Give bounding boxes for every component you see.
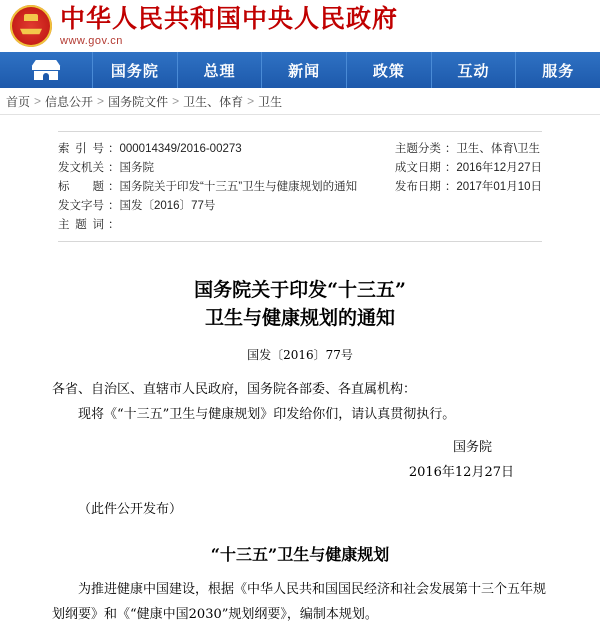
keywords-label: 主 题 词 bbox=[58, 219, 104, 231]
national-emblem-icon bbox=[10, 5, 52, 47]
body-paragraph: 现将《“十三五”卫生与健康规划》印发给你们，请认真贯彻执行。 bbox=[78, 407, 456, 422]
table-row bbox=[58, 159, 542, 178]
document-body bbox=[52, 377, 548, 627]
page-title-line2: 卫生与健康规划的通知 bbox=[204, 307, 395, 329]
document-metadata bbox=[58, 131, 542, 242]
main-navigation bbox=[0, 52, 600, 88]
document-page bbox=[0, 131, 600, 627]
meta-colon: ： bbox=[108, 162, 120, 174]
meta-colon: ： bbox=[444, 181, 457, 193]
breadcrumb-separator: > bbox=[172, 94, 180, 108]
breadcrumb-separator: > bbox=[34, 94, 42, 108]
table-row bbox=[58, 216, 542, 235]
docnum-label: 发文字号 bbox=[58, 200, 104, 212]
published-date-value: 2017年01月10日 bbox=[456, 181, 542, 193]
signature-issuer: 国务院 bbox=[452, 440, 492, 455]
plan-subtitle: “十三五”卫生与健康规划 bbox=[210, 545, 390, 564]
table-row bbox=[58, 140, 542, 159]
site-title: 中华人民共和国中央人民政府 bbox=[60, 4, 399, 33]
meta-colon: ： bbox=[108, 219, 120, 231]
breadcrumb-separator: > bbox=[97, 94, 105, 108]
meta-colon: ： bbox=[108, 181, 120, 193]
meta-colon: ： bbox=[444, 143, 457, 155]
breadcrumb-item-info[interactable]: 信息公开 bbox=[45, 94, 94, 109]
docnum-value: 国发〔2016〕77号 bbox=[119, 200, 216, 212]
nav-home-button[interactable] bbox=[0, 52, 93, 88]
breadcrumb-item-health-sports[interactable]: 卫生、体育 bbox=[183, 94, 244, 109]
signature-date: 2016年12月27日 bbox=[408, 465, 514, 480]
page-title bbox=[6, 276, 594, 332]
nav-item-zongli[interactable]: 总理 bbox=[178, 52, 263, 88]
site-branding bbox=[60, 4, 398, 48]
category-value: 卫生、体育\卫生 bbox=[456, 143, 541, 155]
publication-note: （此件公开发布） bbox=[78, 502, 183, 517]
meta-colon: ： bbox=[108, 200, 120, 212]
page-title-line1: 国务院关于印发“十三五” bbox=[194, 279, 406, 301]
nav-item-guowuyuan[interactable]: 国务院 bbox=[93, 52, 178, 88]
index-label: 索 引 号 bbox=[58, 143, 104, 155]
formed-date-label: 成文日期 bbox=[394, 162, 441, 174]
meta-spacer bbox=[445, 197, 457, 216]
breadcrumb-separator: > bbox=[247, 94, 255, 108]
breadcrumb-item-health[interactable]: 卫生 bbox=[258, 94, 283, 109]
subject-label: 标 题 bbox=[58, 181, 104, 193]
nav-item-hudong[interactable]: 互动 bbox=[432, 52, 517, 88]
document-number: 国发〔2016〕77号 bbox=[247, 348, 353, 362]
breadcrumb-item-documents[interactable]: 国务院文件 bbox=[108, 94, 169, 109]
first-paragraph: 为推进健康中国建设，根据《中华人民共和国国民经济和社会发展第十三个五年规划纲要》和《“健康中国2030”规划纲要》，编制本规划。 bbox=[52, 582, 547, 622]
index-value: 000014349/2016-00273 bbox=[119, 143, 242, 155]
breadcrumb bbox=[0, 88, 600, 115]
nav-item-fuwu[interactable]: 服务 bbox=[542, 62, 575, 80]
table-row bbox=[58, 178, 542, 197]
meta-spacer bbox=[395, 216, 445, 235]
site-url[interactable]: www.gov.cn bbox=[60, 35, 123, 47]
keywords-value bbox=[120, 216, 395, 235]
tiananmen-gate-icon bbox=[29, 60, 63, 80]
issuer-value: 国务院 bbox=[119, 162, 154, 174]
metadata-table bbox=[58, 140, 542, 235]
site-header bbox=[0, 0, 600, 52]
issuer-label: 发文机关 bbox=[58, 162, 104, 174]
meta-colon: ： bbox=[444, 162, 457, 174]
table-row bbox=[58, 197, 542, 216]
subject-value: 国务院关于印发“十三五”卫生与健康规划的通知 bbox=[119, 181, 358, 193]
formed-date-value: 2016年12月27日 bbox=[456, 162, 542, 174]
nav-item-xinwen[interactable]: 新闻 bbox=[262, 52, 347, 88]
meta-spacer bbox=[456, 197, 542, 216]
meta-spacer bbox=[445, 216, 457, 235]
meta-spacer bbox=[395, 197, 445, 216]
meta-spacer bbox=[456, 216, 542, 235]
published-date-label: 发布日期 bbox=[394, 181, 441, 193]
category-label: 主题分类 bbox=[394, 143, 441, 155]
breadcrumb-item-home[interactable]: 首页 bbox=[6, 94, 31, 109]
meta-colon: ： bbox=[108, 143, 120, 155]
recipients-line: 各省、自治区、直辖市人民政府，国务院各部委、各直属机构： bbox=[52, 382, 417, 397]
nav-item-zhengce[interactable]: 政策 bbox=[347, 52, 432, 88]
